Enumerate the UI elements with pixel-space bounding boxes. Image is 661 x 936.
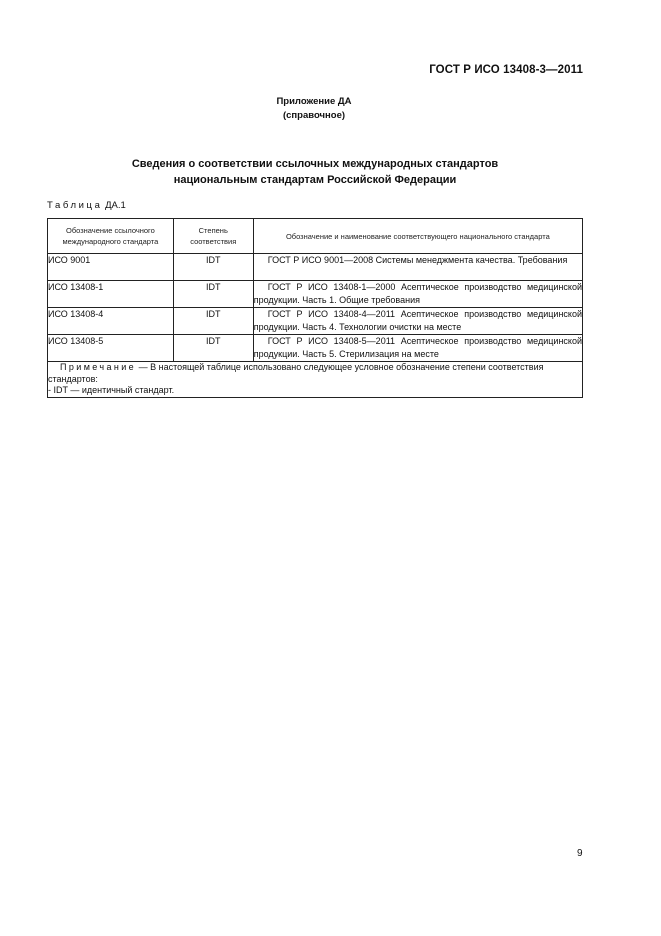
table-row xyxy=(48,308,583,335)
appendix-subtitle: (справочное) xyxy=(282,110,346,121)
page-number: 9 xyxy=(577,848,583,859)
table-note-row xyxy=(48,362,583,398)
cell-degree: IDT xyxy=(173,335,253,362)
header-national-standard: Обозначение и наименование соответствующего национального стандарта xyxy=(253,219,582,254)
correspondence-table xyxy=(47,218,583,398)
cell-degree: IDT xyxy=(173,308,253,335)
cell-international: ИСО 13408-4 xyxy=(48,308,174,335)
cell-degree: IDT xyxy=(173,254,253,281)
appendix-title: Приложение ДА xyxy=(276,96,352,107)
cell-national xyxy=(253,281,582,308)
table-row xyxy=(48,254,583,281)
note-text xyxy=(48,362,582,385)
cell-degree: IDT xyxy=(173,281,253,308)
header-degree-line-2: соответствия xyxy=(190,237,237,246)
table-label-prefix: Таблица xyxy=(47,200,103,211)
appendix-heading xyxy=(0,95,628,123)
note-item: - IDT — идентичный стандарт. xyxy=(48,385,175,395)
table-label-number: ДА.1 xyxy=(105,200,126,211)
cell-national xyxy=(253,335,582,362)
title-line-1: Сведения о соответствии ссылочных международных стандартов xyxy=(131,158,499,170)
cell-national-text: ГОСТ Р ИСО 13408-1—2000 Асептическое производство медицинской продукции. Часть 1. Общие требования xyxy=(253,282,582,305)
document-title xyxy=(0,156,630,188)
header-degree-line-1: Степень xyxy=(198,226,228,235)
table-row xyxy=(48,281,583,308)
table-header-row xyxy=(48,219,583,254)
table-row xyxy=(48,335,583,362)
header-degree xyxy=(173,219,253,254)
header-international-standard xyxy=(48,219,174,254)
cell-national-text: ГОСТ Р ИСО 9001—2008 Системы менеджмента качества. Требования xyxy=(267,255,568,265)
cell-national xyxy=(253,308,582,335)
note-label: Примечание xyxy=(60,362,137,372)
cell-national xyxy=(253,254,582,281)
table-label xyxy=(47,200,126,211)
standard-code-header: ГОСТ Р ИСО 13408-3—2011 xyxy=(429,64,583,76)
cell-international: ИСО 13408-1 xyxy=(48,281,174,308)
table-note xyxy=(48,362,583,398)
note-body: — В настоящей таблице использовано следующее условное обозначение степени соответствия стандартов: xyxy=(48,362,544,384)
cell-national-text: ГОСТ Р ИСО 13408-4—2011 Асептическое производство медицинской продукции. Часть 4. Технологии очистки на месте xyxy=(253,309,582,332)
cell-international: ИСО 9001 xyxy=(48,254,174,281)
cell-national-text: ГОСТ Р ИСО 13408-5—2011 Асептическое производство медицинской продукции. Часть 5. Стерилизация на месте xyxy=(253,336,582,359)
cell-international: ИСО 13408-5 xyxy=(48,335,174,362)
header-international-line-2: международного стандарта xyxy=(62,237,159,246)
title-line-2: национальным стандартам Российской Федерации xyxy=(173,174,457,186)
header-international-line-1: Обозначение ссылочного xyxy=(66,226,155,235)
